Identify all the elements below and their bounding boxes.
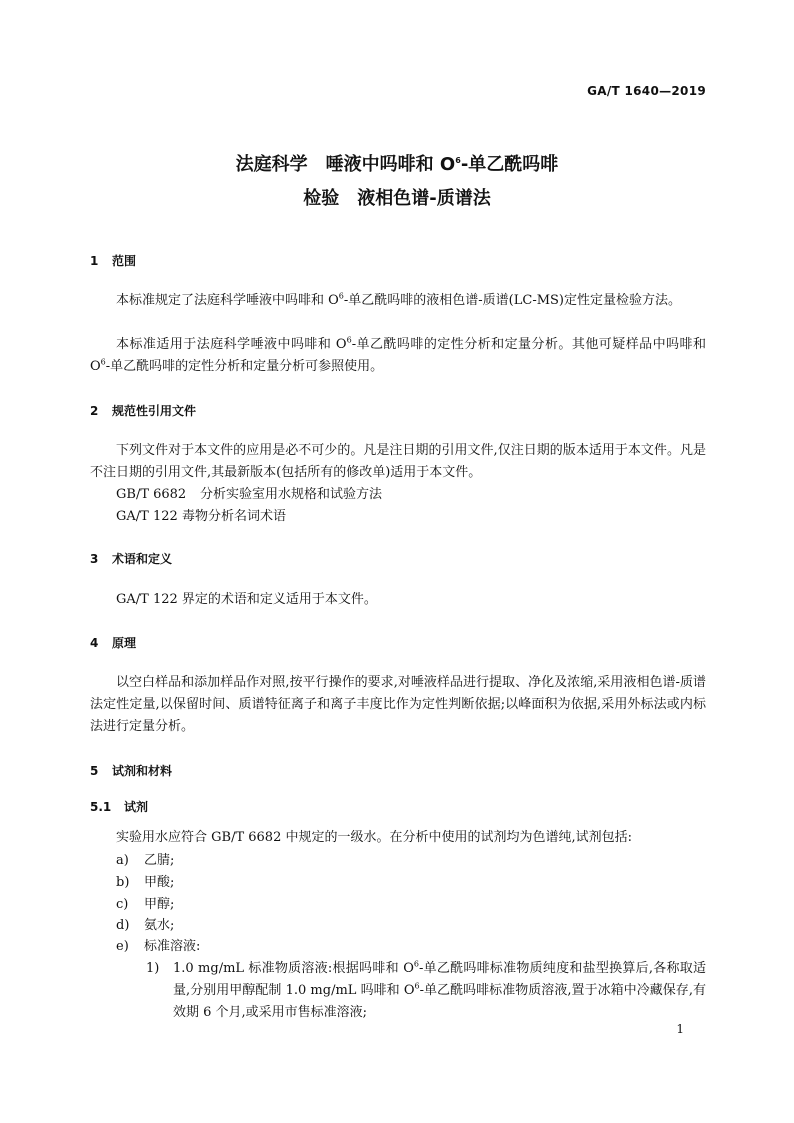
document-title-line2: 检验 液相色谱-质谱法 [303, 188, 491, 209]
section-2-heading: 2 规范性引用文件 [90, 404, 197, 418]
section-1-para-1: 本标准规定了法庭科学唾液中吗啡和 $O^6-$单乙酰吗啡的液相色谱-质谱(LC-MS)定性定量检验方法。 [116, 291, 682, 308]
section-4-para-1: 以空白样品和添加样品作对照,按平行操作的要求,对唾液样品进行提取、净化及浓缩,采用液相色谱-质谱法定性定量,以保留时间、质谱特征离子和离子丰度比作为定性判断依据;以峰面积为依据,采用外标法或内标法进行定量分析。 [90, 675, 706, 734]
section-5-heading: 5 试剂和材料 [90, 764, 173, 778]
section-5-1-heading: 5.1 试剂 [90, 800, 149, 814]
reagent-item-e: e) 标准溶液: [116, 939, 201, 954]
section-1-para-2: 本标准适用于法庭科学唾液中吗啡和 $O^6-$单乙酰吗啡的定性分析和定量分析。其他可疑样品中吗啡和 $O^6-$单乙酰吗啡的定性分析和定量分析可参照使用。 [90, 335, 706, 374]
reference-gbt6682: GB/T 6682 分析实验室用水规格和试验方法 [116, 487, 383, 502]
section-3-para-1: GA/T 122 界定的术语和定义适用于本文件。 [116, 592, 377, 607]
section-2-para-1: 下列文件对于本文件的应用是必不可少的。凡是注日期的引用文件,仅注日期的版本适用于本文件。凡是不注日期的引用文件,其最新版本(包括所有的修改单)适用于本文件。 [90, 443, 706, 480]
reagent-item-c: c) 甲醇; [116, 897, 175, 912]
section-1-heading: 1 范围 [90, 254, 137, 268]
section-4-heading: 4 原理 [90, 636, 137, 650]
reagent-item-a: a) 乙腈; [116, 853, 175, 868]
reagent-item-b: b) 甲酸; [116, 875, 175, 890]
page-number: 1 [676, 1022, 684, 1036]
reagent-subitem-1: 1) 1.0 mg/mL 标准物质溶液:根据吗啡和 $O^6-$单乙酰吗啡标准物质纯度和盐型换算后,各称取适量,分别用甲醇配制 1.0 mg/mL 吗啡和 $O^6-$单乙酰吗啡标准物质溶液,置于冰箱中冷藏保存,有效期 6 个月,或采用市售标准溶液; [146, 959, 706, 1020]
section-3-heading: 3 术语和定义 [90, 552, 173, 566]
reagent-item-d: d) 氨水; [116, 918, 175, 933]
reference-gat122: GA/T 122 毒物分析名词术语 [116, 509, 287, 524]
section-5-1-intro: 实验用水应符合 GB/T 6682 中规定的一级水。在分析中使用的试剂均为色谱纯,试剂包括: [116, 830, 632, 845]
standard-number: GA/T 1640—2019 [587, 84, 706, 98]
document-title-line1: 法庭科学 唾液中吗啡和 $O^6-$单乙酰吗啡 [235, 154, 559, 175]
